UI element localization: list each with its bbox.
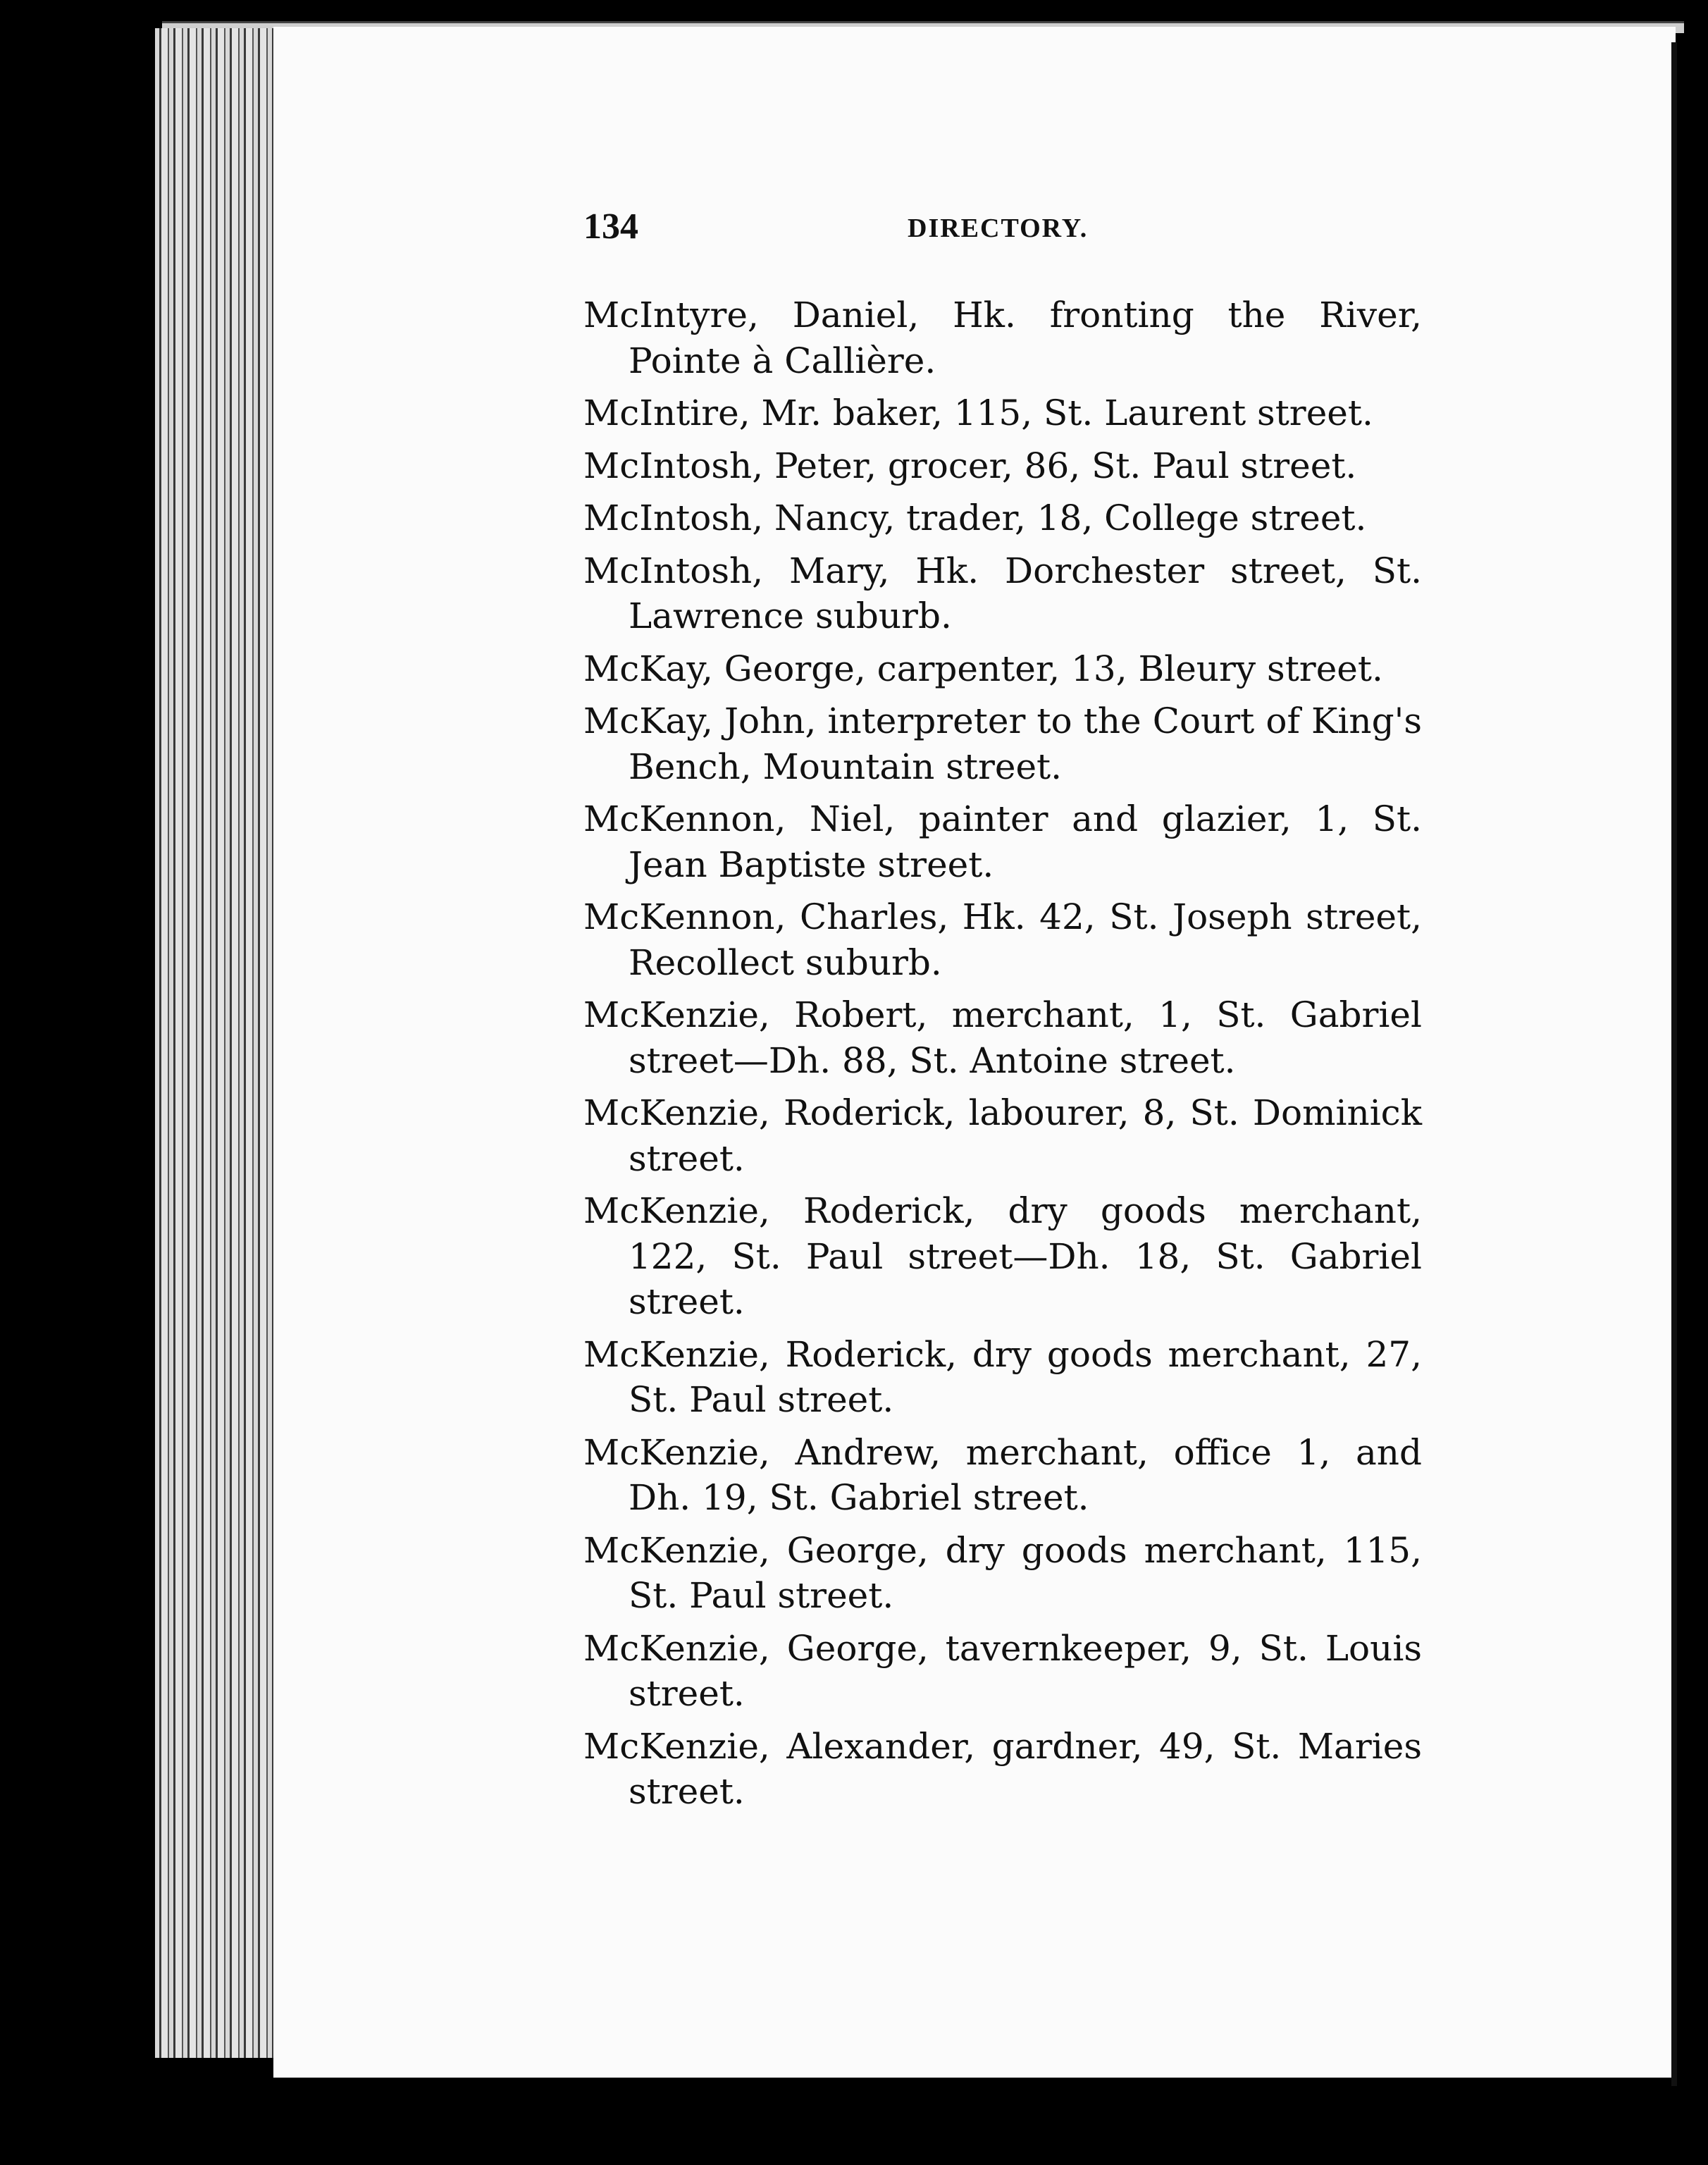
book-page-edges [155,28,282,2058]
directory-entries [583,292,1422,1822]
page-number: 134 [583,206,638,247]
directory-entry: McIntosh, Peter, grocer, 86, St. Paul street. [583,445,1357,486]
directory-entry: McKenzie, Roderick, labourer, 8, St. Dominick street. [583,1092,1422,1179]
directory-entry: McIntosh, Mary, Hk. Dorchester street, St. Lawrence suburb. [583,550,1422,636]
directory-entry: McIntyre, Daniel, Hk. fronting the River, Pointe à Callière. [583,295,1422,381]
directory-entry: McKenzie, George, dry goods merchant, 115, St. Paul street. [583,1529,1422,1616]
directory-entry: McKenzie, Andrew, merchant, office 1, and Dh. 19, St. Gabriel street. [583,1431,1422,1518]
directory-entry: McKennon, Charles, Hk. 42, St. Joseph street, Recollect suburb. [583,896,1422,983]
directory-entry: McIntosh, Nancy, trader, 18, College street. [583,498,1367,538]
page-header [583,206,1429,255]
directory-entry: McKay, George, carpenter, 13, Bleury street. [583,648,1383,689]
running-head: DIRECTORY. [908,214,1089,243]
directory-entry: McKenzie, Robert, merchant, 1, St. Gabriel street—Dh. 88, St. Antoine street. [583,994,1422,1081]
directory-entry: McKenzie, Roderick, dry goods merchant, 122, St. Paul street—Dh. 18, St. Gabriel street. [583,1190,1422,1322]
directory-entry: McKay, John, interpreter to the Court of King's Bench, Mountain street. [583,701,1422,787]
page-right-edge [1671,42,1677,2086]
directory-entry: McKenzie, Alexander, gardner, 49, St. Maries street. [583,1725,1422,1812]
directory-entry: McKenzie, Roderick, dry goods merchant, 27, St. Paul street. [583,1333,1422,1420]
directory-entry: McKenzie, George, tavernkeeper, 9, St. Louis street. [583,1627,1422,1714]
directory-entry: McKennon, Niel, painter and glazier, 1, St. Jean Baptiste street. [583,798,1422,885]
directory-entry: McIntire, Mr. baker, 115, St. Laurent street. [583,393,1373,433]
